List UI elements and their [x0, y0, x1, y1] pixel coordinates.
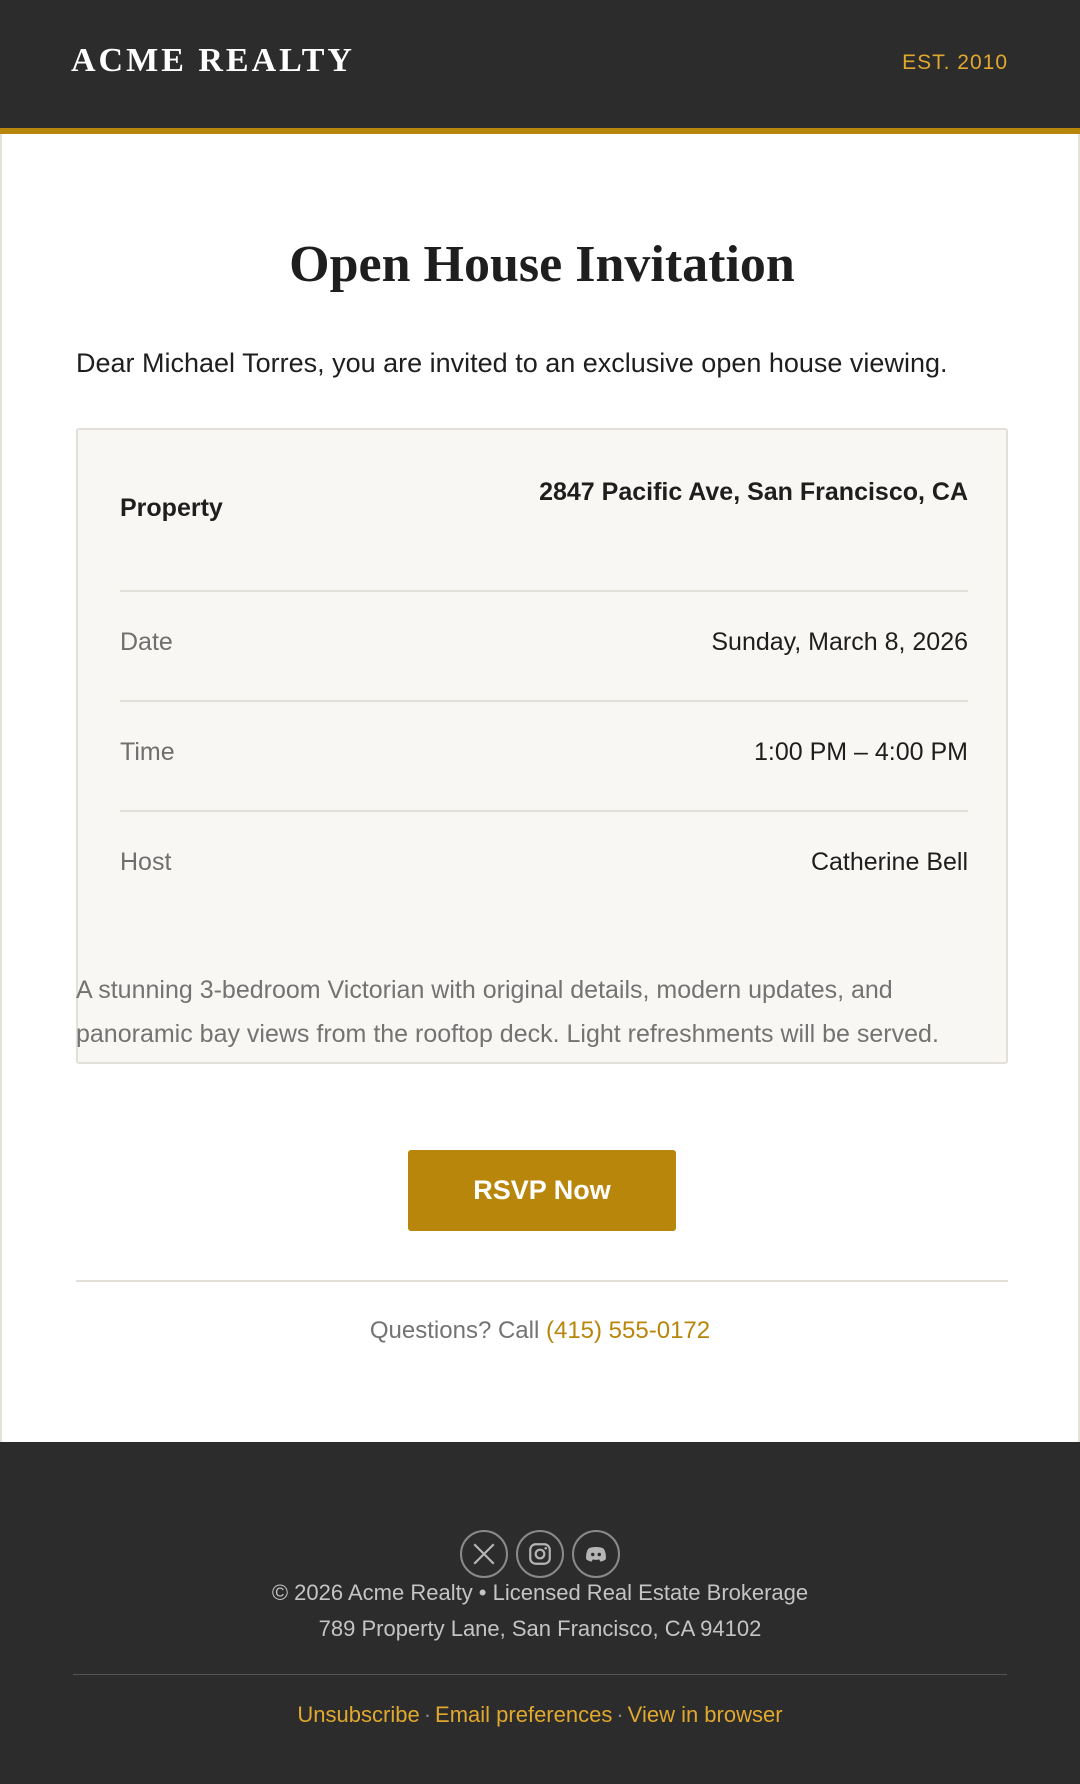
- link-separator: ·: [423, 1702, 432, 1727]
- detail-row-date: [120, 590, 968, 700]
- address-text: 789 Property Lane, San Francisco, CA 94102: [318, 1616, 762, 1641]
- rsvp-button[interactable]: RSVP Now: [408, 1150, 676, 1231]
- section-divider: [76, 1280, 1008, 1282]
- detail-row-host: [120, 810, 968, 920]
- footer-divider: [73, 1674, 1007, 1675]
- property-description: A stunning 3-bedroom Victorian with original details, modern updates, and panoramic bay views from the rooftop deck. Light refreshments will be served.: [76, 976, 939, 1048]
- discord-glyph: [583, 1541, 609, 1567]
- email-header: [0, 0, 1080, 128]
- view-in-browser-link[interactable]: View in browser: [627, 1702, 783, 1727]
- detail-label: Property: [120, 494, 223, 522]
- discord-icon[interactable]: [572, 1530, 620, 1578]
- detail-label: Host: [120, 848, 172, 876]
- greeting-text: Dear Michael Torres, you are invited to an exclusive open house viewing.: [76, 348, 948, 378]
- social-links: [0, 1530, 1080, 1580]
- email-preferences-link[interactable]: Email preferences: [435, 1702, 613, 1727]
- email-body: [0, 134, 1080, 1442]
- link-separator: ·: [616, 1702, 624, 1727]
- contact-line: [2, 1317, 1078, 1345]
- detail-value: 2847 Pacific Ave, San Francisco, CA: [539, 478, 968, 506]
- detail-row-time: [120, 700, 968, 810]
- x-glyph: [471, 1541, 497, 1567]
- detail-value: Sunday, March 8, 2026: [711, 628, 968, 656]
- detail-value: Catherine Bell: [810, 848, 968, 876]
- questions-text: Questions? Call: [369, 1317, 540, 1344]
- instagram-glyph: [527, 1541, 553, 1567]
- brand-logo: ACME REALTY: [71, 42, 355, 79]
- detail-value: 1:00 PM – 4:00 PM: [753, 738, 968, 766]
- detail-row-property: [120, 470, 968, 560]
- phone-link[interactable]: (415) 555-0172: [545, 1317, 711, 1344]
- copyright-text: © 2026 Acme Realty • Licensed Real Estate Brokerage: [271, 1580, 809, 1605]
- footer-links: [0, 1702, 1080, 1728]
- detail-label: Time: [120, 738, 175, 766]
- unsubscribe-link[interactable]: Unsubscribe: [297, 1702, 420, 1727]
- x-icon[interactable]: [460, 1530, 508, 1578]
- detail-label: Date: [120, 628, 173, 656]
- established-tagline: EST. 2010: [902, 51, 1008, 74]
- page-title: Open House Invitation: [289, 236, 795, 293]
- instagram-icon[interactable]: [516, 1530, 564, 1578]
- email-footer: [0, 1442, 1080, 1784]
